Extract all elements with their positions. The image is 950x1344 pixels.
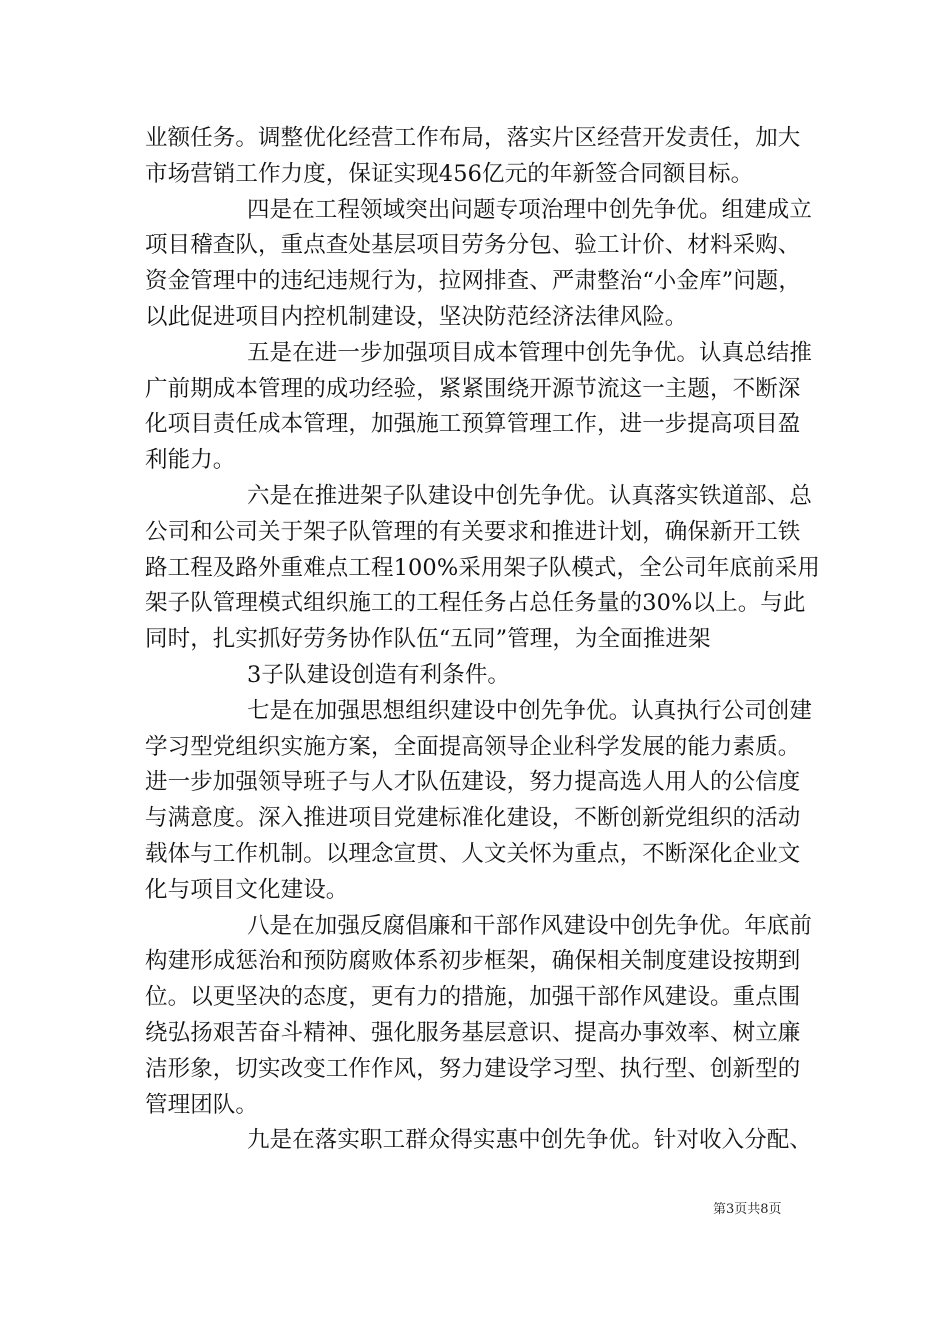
text-line: 构建形成惩治和预防腐败体系初步框架，确保相关制度建设按期到	[145, 948, 801, 975]
text-line: 洁形象，切实改变工作作风，努力建设学习型、执行型、创新型的	[145, 1055, 801, 1082]
text-line: 位。以更坚决的态度，更有力的措施，加强干部作风建设。重点围	[145, 984, 801, 1011]
text-line: 载体与工作机制。以理念宣贯、人文关怀为重点，不断深化企业文	[145, 840, 801, 867]
text-line: 四是在工程领域突出问题专项治理中创先争优。组建成立	[247, 196, 813, 223]
text-line: 与满意度。深入推进项目党建标准化建设，不断创新党组织的活动	[145, 805, 801, 832]
text-line: 六是在推进架子队建设中创先争优。认真落实铁道部、总	[247, 482, 813, 509]
text-line: 广前期成本管理的成功经验，紧紧围绕开源节流这一主题，不断深	[145, 375, 801, 402]
text-line: 3子队建设创造有利条件。	[247, 661, 511, 688]
text-line: 公司和公司关于架子队管理的有关要求和推进计划，确保新开工铁	[145, 518, 801, 545]
text-line: 以此促进项目内控机制建设，坚决防范经济法律风险。	[145, 303, 688, 330]
text-line: 化与项目文化建设。	[145, 876, 349, 903]
text-line: 利能力。	[145, 447, 236, 474]
text-line: 资金管理中的违纪违规行为，拉网排查、严肃整治“小金库”问题，	[145, 268, 802, 295]
text-line: 五是在进一步加强项目成本管理中创先争优。认真总结推	[247, 339, 813, 366]
text-line: 路工程及路外重难点工程100%采用架子队模式，全公司年底前采用	[145, 554, 820, 581]
text-line: 化项目责任成本管理，加强施工预算管理工作，进一步提高项目盈	[145, 411, 801, 438]
text-line: 七是在加强思想组织建设中创先争优。认真执行公司创建	[247, 697, 813, 724]
text-line: 架子队管理模式组织施工的工程任务占总任务量的30%以上。与此	[145, 590, 806, 617]
page-number: 第3页共8页	[713, 1202, 782, 1217]
text-line: 市场营销工作力度，保证实现456亿元的年新签合同额目标。	[145, 160, 754, 187]
text-line: 进一步加强领导班子与人才队伍建设，努力提高选人用人的公信度	[145, 769, 801, 796]
text-line: 管理团队。	[145, 1091, 259, 1118]
text-line: 同时，扎实抓好劳务协作队伍“五同”管理，为全面推进架	[145, 626, 711, 653]
text-line: 九是在落实职工群众得实惠中创先争优。针对收入分配、	[247, 1127, 813, 1154]
body-text	[145, 121, 820, 1159]
text-line: 绕弘扬艰苦奋斗精神、强化服务基层意识、提高办事效率、树立廉	[145, 1019, 801, 1046]
text-line: 项目稽查队，重点查处基层项目劳务分包、验工计价、材料采购、	[145, 232, 801, 259]
text-line: 业额任务。调整优化经营工作布局，落实片区经营开发责任，加大	[145, 125, 801, 151]
text-line: 学习型党组织实施方案，全面提高领导企业科学发展的能力素质。	[145, 733, 801, 760]
text-line: 八是在加强反腐倡廉和干部作风建设中创先争优。年底前	[247, 912, 813, 939]
